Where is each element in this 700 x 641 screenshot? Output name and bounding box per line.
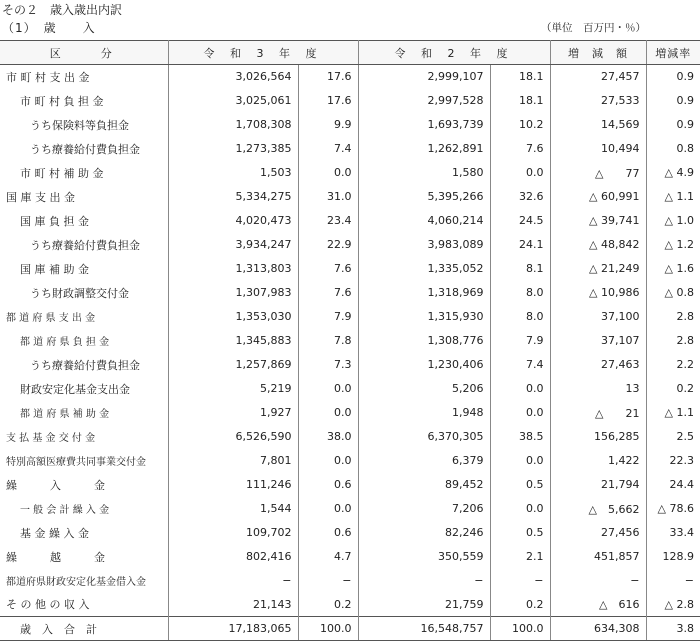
r3-share: 7.6 [298,257,358,281]
r3-share: − [298,569,358,593]
r3-share: 0.0 [298,449,358,473]
table-row [0,473,700,497]
table-body [0,65,700,641]
diff-amount: 21,794 [550,473,646,497]
diff-amount: 634,308 [550,617,646,641]
subsection-title: （1） 歳 入 [2,21,96,35]
r3-share: 0.2 [298,593,358,617]
r2-amount: 16,548,757 [358,617,490,641]
table-row [0,593,700,617]
r3-share: 38.0 [298,425,358,449]
table-row [0,545,700,569]
r2-share: 0.2 [490,593,550,617]
diff-rate: 2.8 [646,305,700,329]
diff-rate: △ 1.1 [646,401,700,425]
diff-rate: 0.9 [646,89,700,113]
r2-amount: 1,580 [358,161,490,185]
diff-rate: 2.2 [646,353,700,377]
r3-amount: 5,219 [168,377,298,401]
r2-share: 8.1 [490,257,550,281]
diff-amount: 451,857 [550,545,646,569]
row-label: うち財政調整交付金 [0,281,168,305]
r2-share: 8.0 [490,281,550,305]
diff-rate: 2.5 [646,425,700,449]
diff-rate: − [646,569,700,593]
diff-rate: △ 1.2 [646,233,700,257]
table-row [0,89,700,113]
r2-share: 32.6 [490,185,550,209]
table-row [0,377,700,401]
r3-share: 9.9 [298,113,358,137]
total-row [0,617,700,641]
diff-rate: △ 4.9 [646,161,700,185]
r2-share: 7.6 [490,137,550,161]
row-label: 支 払 基 金 交 付 金 [0,425,168,449]
r2-share: 100.0 [490,617,550,641]
row-label: 国 庫 補 助 金 [0,257,168,281]
r3-share: 0.0 [298,377,358,401]
r3-amount: 3,934,247 [168,233,298,257]
diff-rate: 3.8 [646,617,700,641]
row-label: うち療養給付費負担金 [0,233,168,257]
r2-amount: 6,379 [358,449,490,473]
r3-amount: 3,025,061 [168,89,298,113]
r3-amount: 1,257,869 [168,353,298,377]
r3-amount: 1,353,030 [168,305,298,329]
diff-rate: △ 1.6 [646,257,700,281]
row-label: 都 道 府 県 補 助 金 [0,401,168,425]
r2-share: 0.0 [490,449,550,473]
r2-amount: 21,759 [358,593,490,617]
row-label: うち保険料等負担金 [0,113,168,137]
r2-share: 0.5 [490,521,550,545]
row-label: 市 町 村 支 出 金 [0,65,168,89]
r3-amount: 21,143 [168,593,298,617]
diff-rate: △ 0.8 [646,281,700,305]
diff-rate: 2.8 [646,329,700,353]
table-row [0,185,700,209]
r2-share: − [490,569,550,593]
diff-amount: △ 5,662 [550,497,646,521]
r3-share: 0.0 [298,161,358,185]
col-r3: 令 和 3 年 度 [168,41,358,65]
col-r2: 令 和 2 年 度 [358,41,550,65]
r3-amount: 1,708,308 [168,113,298,137]
r2-share: 7.4 [490,353,550,377]
r3-share: 0.0 [298,401,358,425]
table-row [0,209,700,233]
table-row [0,281,700,305]
r2-amount: 7,206 [358,497,490,521]
col-category: 区 分 [0,41,168,65]
r3-amount: 1,273,385 [168,137,298,161]
r3-amount: 111,246 [168,473,298,497]
diff-amount: 37,100 [550,305,646,329]
row-label: そ の 他 の 収 入 [0,593,168,617]
diff-amount: △ 10,986 [550,281,646,305]
r3-amount: 3,026,564 [168,65,298,89]
r3-amount: 1,307,983 [168,281,298,305]
table-row [0,137,700,161]
diff-amount: 10,494 [550,137,646,161]
table-row [0,257,700,281]
r3-amount: 4,020,473 [168,209,298,233]
r2-share: 0.0 [490,497,550,521]
row-label: 都道府県財政安定化基金借入金 [0,569,168,593]
diff-amount: 14,569 [550,113,646,137]
r2-amount: 1,335,052 [358,257,490,281]
r3-share: 7.6 [298,281,358,305]
r2-amount: 1,262,891 [358,137,490,161]
r2-share: 2.1 [490,545,550,569]
table-row [0,425,700,449]
row-label: 一 般 会 計 繰 入 金 [0,497,168,521]
r3-amount: 109,702 [168,521,298,545]
diff-rate: 0.9 [646,113,700,137]
r3-amount: 1,345,883 [168,329,298,353]
table-row [0,449,700,473]
unit-note: （単位 百万円・％） [541,22,646,34]
r3-share: 17.6 [298,65,358,89]
table-row [0,521,700,545]
diff-amount: △ 21,249 [550,257,646,281]
r3-amount: 17,183,065 [168,617,298,641]
row-label: うち療養給付費負担金 [0,353,168,377]
r3-share: 31.0 [298,185,358,209]
r3-share: 100.0 [298,617,358,641]
r2-amount: 2,997,528 [358,89,490,113]
r2-amount: − [358,569,490,593]
r3-share: 17.6 [298,89,358,113]
r2-share: 18.1 [490,65,550,89]
r3-amount: 5,334,275 [168,185,298,209]
r2-share: 0.0 [490,377,550,401]
r2-share: 0.0 [490,401,550,425]
revenue-table [0,40,700,641]
col-diff: 増 減 額 [550,41,646,65]
diff-rate: △ 1.0 [646,209,700,233]
table-row [0,161,700,185]
r3-share: 22.9 [298,233,358,257]
diff-amount: 37,107 [550,329,646,353]
diff-amount: 27,463 [550,353,646,377]
r3-share: 7.9 [298,305,358,329]
r3-amount: 7,801 [168,449,298,473]
header-row [0,41,700,65]
row-label: 市 町 村 負 担 金 [0,89,168,113]
row-label: 財政安定化基金支出金 [0,377,168,401]
table-row [0,233,700,257]
r2-share: 18.1 [490,89,550,113]
diff-rate: 0.9 [646,65,700,89]
diff-amount: 13 [550,377,646,401]
r2-amount: 350,559 [358,545,490,569]
row-label: 市 町 村 補 助 金 [0,161,168,185]
r2-amount: 82,246 [358,521,490,545]
table-row [0,497,700,521]
table-row [0,113,700,137]
diff-rate: 0.8 [646,137,700,161]
row-label: 都 道 府 県 支 出 金 [0,305,168,329]
r3-amount: 1,544 [168,497,298,521]
row-label: 特別高額医療費共同事業交付金 [0,449,168,473]
r3-amount: 1,313,803 [168,257,298,281]
r2-amount: 89,452 [358,473,490,497]
r3-share: 4.7 [298,545,358,569]
r2-share: 0.0 [490,161,550,185]
r3-amount: 6,526,590 [168,425,298,449]
r2-share: 8.0 [490,305,550,329]
r3-share: 0.6 [298,473,358,497]
r2-amount: 4,060,214 [358,209,490,233]
r3-share: 7.3 [298,353,358,377]
row-label: 繰 入 金 [0,473,168,497]
diff-amount: 27,533 [550,89,646,113]
diff-amount: △ 48,842 [550,233,646,257]
r3-amount: 1,927 [168,401,298,425]
r2-amount: 5,206 [358,377,490,401]
r2-share: 24.5 [490,209,550,233]
row-label: 国 庫 負 担 金 [0,209,168,233]
row-label: うち療養給付費負担金 [0,137,168,161]
table-row [0,65,700,89]
row-label: 国 庫 支 出 金 [0,185,168,209]
r3-share: 0.6 [298,521,358,545]
table-row [0,353,700,377]
diff-amount: △ 77 [550,161,646,185]
diff-amount: 27,457 [550,65,646,89]
diff-amount: 27,456 [550,521,646,545]
r3-share: 7.4 [298,137,358,161]
diff-amount: △ 60,991 [550,185,646,209]
r2-amount: 1,230,406 [358,353,490,377]
diff-rate: △ 2.8 [646,593,700,617]
diff-rate: 22.3 [646,449,700,473]
diff-amount: 1,422 [550,449,646,473]
table-row [0,329,700,353]
row-label: 基 金 繰 入 金 [0,521,168,545]
r2-amount: 1,318,969 [358,281,490,305]
diff-rate: 128.9 [646,545,700,569]
diff-amount: △ 39,741 [550,209,646,233]
r2-share: 0.5 [490,473,550,497]
diff-amount: △ 616 [550,593,646,617]
r2-amount: 1,948 [358,401,490,425]
r2-amount: 1,315,930 [358,305,490,329]
r2-amount: 1,693,739 [358,113,490,137]
row-label: 歳 入 合 計 [0,617,168,641]
r3-amount: 1,503 [168,161,298,185]
table-row [0,569,700,593]
r2-share: 10.2 [490,113,550,137]
r2-share: 7.9 [490,329,550,353]
table-row [0,305,700,329]
r2-amount: 5,395,266 [358,185,490,209]
diff-amount: 156,285 [550,425,646,449]
col-rate: 増減率 [646,41,700,65]
diff-rate: 33.4 [646,521,700,545]
diff-rate: △ 1.1 [646,185,700,209]
r3-share: 0.0 [298,497,358,521]
diff-rate: △ 78.6 [646,497,700,521]
r3-share: 7.8 [298,329,358,353]
r2-amount: 3,983,089 [358,233,490,257]
row-label: 都 道 府 県 負 担 金 [0,329,168,353]
diff-rate: 0.2 [646,377,700,401]
r2-amount: 2,999,107 [358,65,490,89]
table-header-area [0,0,650,40]
diff-amount: − [550,569,646,593]
r2-share: 38.5 [490,425,550,449]
section-title: その２ 歳入歳出内訳 [2,3,123,17]
diff-rate: 24.4 [646,473,700,497]
r2-share: 24.1 [490,233,550,257]
table-row [0,401,700,425]
diff-amount: △ 21 [550,401,646,425]
r3-amount: − [168,569,298,593]
r3-share: 23.4 [298,209,358,233]
r2-amount: 6,370,305 [358,425,490,449]
row-label: 繰 越 金 [0,545,168,569]
r3-amount: 802,416 [168,545,298,569]
r2-amount: 1,308,776 [358,329,490,353]
